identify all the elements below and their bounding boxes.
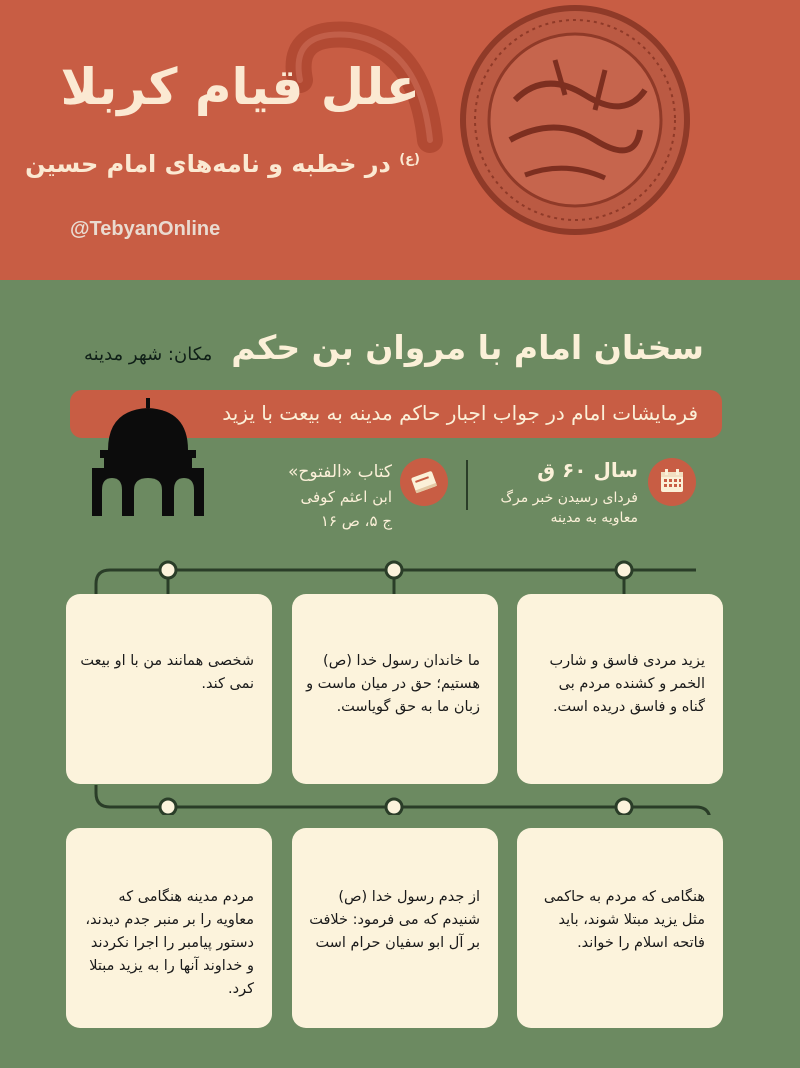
seal-image (455, 0, 695, 240)
social-handle: @TebyanOnline (70, 218, 221, 240)
book-title: کتاب «الفتوح» (287, 462, 392, 482)
quote-text: مردم مدینه هنگامی که معاویه را بر منبر جدم دیدند، دستور پیامبر را اجرا نکردند و خداوند آنها را به یزید مبتلا کرد. (85, 889, 254, 997)
date-year: سال ۶۰ ق (537, 458, 638, 482)
quote-text: شخصی همانند من با او بیعت نمی کند. (80, 653, 254, 692)
page-title: علل قیام کربلا (60, 58, 420, 116)
subtitle-honorific: (ع) (399, 152, 420, 167)
info-divider (466, 460, 468, 510)
quote-card (66, 828, 272, 1028)
section-title: سخنان امام با مروان بن حکم (231, 328, 704, 367)
quote-card (292, 594, 498, 784)
quote-text: از جدم رسول خدا (ص) شنیدم که می فرمود: خلافت بر آل ابو سفیان حرام است (309, 889, 480, 951)
book-icon (400, 458, 448, 506)
header-banner (0, 0, 800, 280)
calendar-icon (648, 458, 696, 506)
quote-text: ما خاندان رسول خدا (ص) هستیم؛ حق در میان ماست و زبان ما به حق گویاست. (306, 653, 480, 715)
quote-text: یزید مردی فاسق و شارب الخمر و کشنده مردم بی گناه و فاسق دریده است. (549, 653, 705, 715)
book-author: ابن اعثم کوفی (300, 488, 392, 506)
mosque-icon (92, 398, 204, 516)
quote-text: هنگامی که مردم به حاکمی مثل یزید مبتلا شوند، باید فاتحه اسلام را خواند. (543, 889, 705, 951)
place-label: مکان: شهر مدینه (84, 344, 213, 365)
quote-card (517, 594, 723, 784)
book-volume: ج ۵، ص ۱۶ (320, 512, 392, 530)
banner-text: فرمایشات امام در جواب اجبار حاکم مدینه به بیعت با یزید (222, 401, 698, 425)
page-subtitle (25, 150, 420, 178)
quote-card (517, 828, 723, 1028)
date-description: فردای رسیدن خبر مرگ معاویه به مدینه (500, 490, 638, 526)
subtitle-text: در خطبه و نامه‌های امام حسین (25, 150, 391, 178)
quote-card (66, 594, 272, 784)
quote-card (292, 828, 498, 1028)
